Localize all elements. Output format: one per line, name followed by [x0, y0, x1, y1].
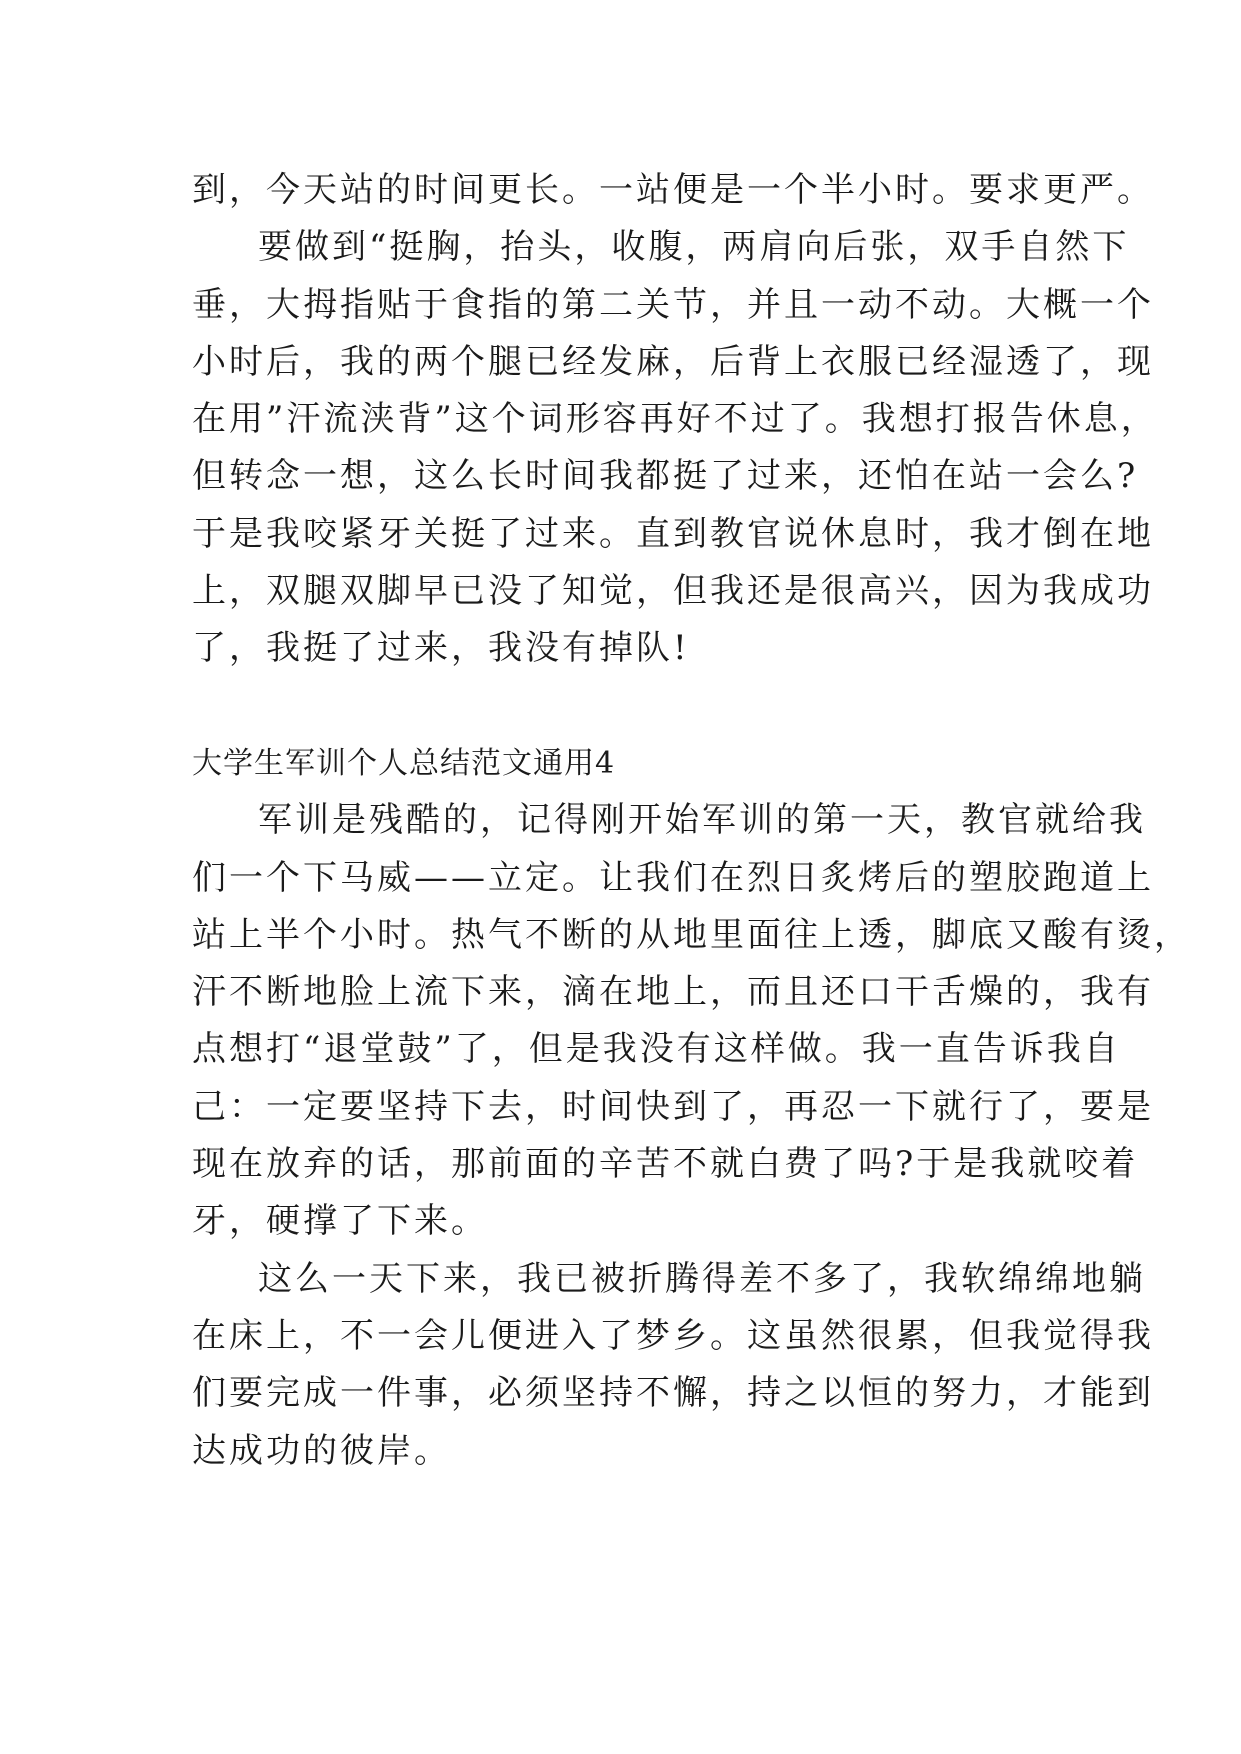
text-line: 小时后，我的两个腿已经发麻，后背上衣服已经湿透了，现: [192, 341, 1154, 382]
text-line: 站上半个小时。热气不断的从地里面往上透，脚底又酸有烫，: [192, 914, 1191, 955]
text-line: 但转念一想，这么长时间我都挺了过来，还怕在站一会么?: [192, 456, 1139, 497]
text-line: 达成功的彼岸。: [192, 1430, 451, 1471]
text-line: 了，我挺了过来，我没有掉队!: [192, 628, 690, 669]
text-line: 现在放弃的话，那前面的辛苦不就白费了吗?于是我就咬着: [192, 1144, 1139, 1185]
text-line: 牙，硬撑了下来。: [192, 1201, 488, 1242]
text-line: 们要完成一件事，必须坚持不懈，持之以恒的努力，才能到: [192, 1373, 1154, 1414]
text-line: 们一个下马威——立定。让我们在烈日炙烤后的塑胶跑道上: [192, 857, 1154, 898]
text-line: 己：一定要坚持下去，时间快到了，再忍一下就行了，要是: [192, 1086, 1154, 1127]
text-line: 在用”汗流浃背”这个词形容再好不过了。我想打报告休息，: [192, 399, 1158, 440]
text-line: 要做到“挺胸，抬头，收腹，两肩向后张，双手自然下: [258, 227, 1130, 268]
paragraph-continuation: [192, 162, 1154, 219]
section-spacer: [192, 678, 1052, 735]
text-line: 于是我咬紧牙关挺了过来。直到教官说休息时，我才倒在地: [192, 513, 1154, 554]
text-line: 垂，大拇指贴于食指的第二关节，并且一动不动。大概一个: [192, 284, 1154, 325]
paragraph-conclusion: [192, 1251, 1154, 1480]
text-line: 到，今天站的时间更长。一站便是一个半小时。要求更严。: [192, 170, 1154, 210]
text-line: 这么一天下来，我已被折腾得差不多了，我软绵绵地躺: [258, 1258, 1146, 1299]
text-line: 点想打“退堂鼓”了，但是我没有这样做。我一直告诉我自: [192, 1029, 1121, 1070]
text-line: 在床上，不一会儿便进入了梦乡。这虽然很累，但我觉得我: [192, 1315, 1154, 1356]
paragraph-standing-drill: [192, 219, 1158, 677]
text-line: 军训是残酷的，记得刚开始军训的第一天，教官就给我: [258, 800, 1146, 841]
text-line: 上，双腿双脚早已没了知觉，但我还是很高兴，因为我成功: [192, 571, 1154, 612]
paragraph-first-day: [192, 792, 1191, 1250]
document-page: [192, 162, 1191, 1480]
section-heading: 大学生军训个人总结范文通用4: [192, 745, 616, 781]
text-line: 汗不断地脸上流下来，滴在地上，而且还口干舌燥的，我有: [192, 972, 1154, 1013]
